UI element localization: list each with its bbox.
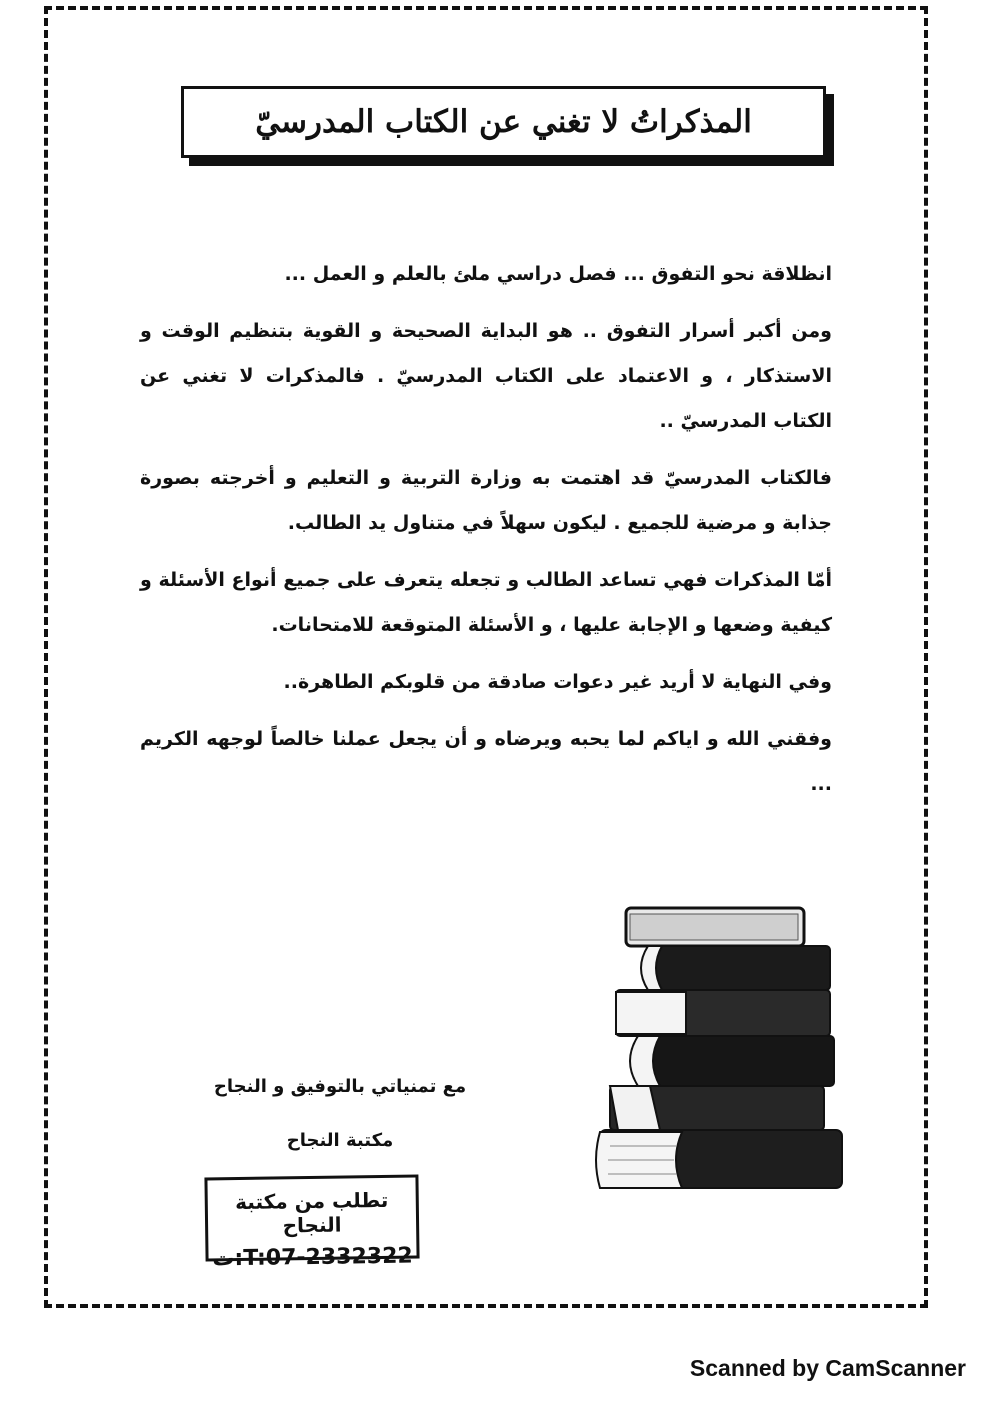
closing-wishes: مع تمنياتي بالتوفيق و النجاح: [213, 1076, 467, 1097]
contact-stamp: [204, 1175, 419, 1272]
stamp-line-1: تطلب من مكتبة النجاح: [235, 1187, 389, 1238]
paragraph-prayer: وفقني الله و اياكم لما يحبه ويرضاه و أن يجعل عملنا خالصاً لوجهه الكريم ...: [140, 728, 832, 795]
scanner-watermark: Scanned by CamScanner: [689, 1355, 966, 1381]
paragraph-secrets: ومن أكبر أسرار التفوق .. هو البداية الصحيحة و القوية بتنظيم الوقت و الاستذكار ، و الاعتماد على الكتاب المدرسيّ . فالمذكرات لا تغني عن الكتاب المدرسيّ ..: [140, 320, 832, 432]
title-box: [181, 86, 826, 158]
body-text: [140, 252, 832, 819]
paragraph-intro: انظلاقة نحو التفوق ... فصل دراسي ملئ بالعلم و العمل ...: [284, 263, 832, 285]
closing-signature: مكتبة النجاح: [286, 1130, 394, 1151]
closing-block: [190, 1070, 490, 1178]
paragraph-ending: وفي النهاية لا أريد غير دعوات صادقة من قلوبكم الطاهرة..: [283, 671, 832, 693]
page-title: المذكراتُ لا تغني عن الكتاب المدرسيّ: [255, 104, 752, 140]
stamp-phone: ت:T:07-2332322: [212, 1243, 413, 1272]
stack-of-books-icon: [590, 900, 850, 1200]
paragraph-notes: أمّا المذكرات فهي تساعد الطالب و تجعله يتعرف على جميع أنواع الأسئلة و كيفية وضعها و الإجابة عليها ، و الأسئلة المتوقعة للامتحانات.: [140, 569, 832, 636]
paragraph-textbook: فالكتاب المدرسيّ قد اهتمت به وزارة التربية و التعليم و أخرجته بصورة جذابة و مرضية للجميع . ليكون سهلاً في متناول يد الطالب.: [140, 467, 832, 534]
